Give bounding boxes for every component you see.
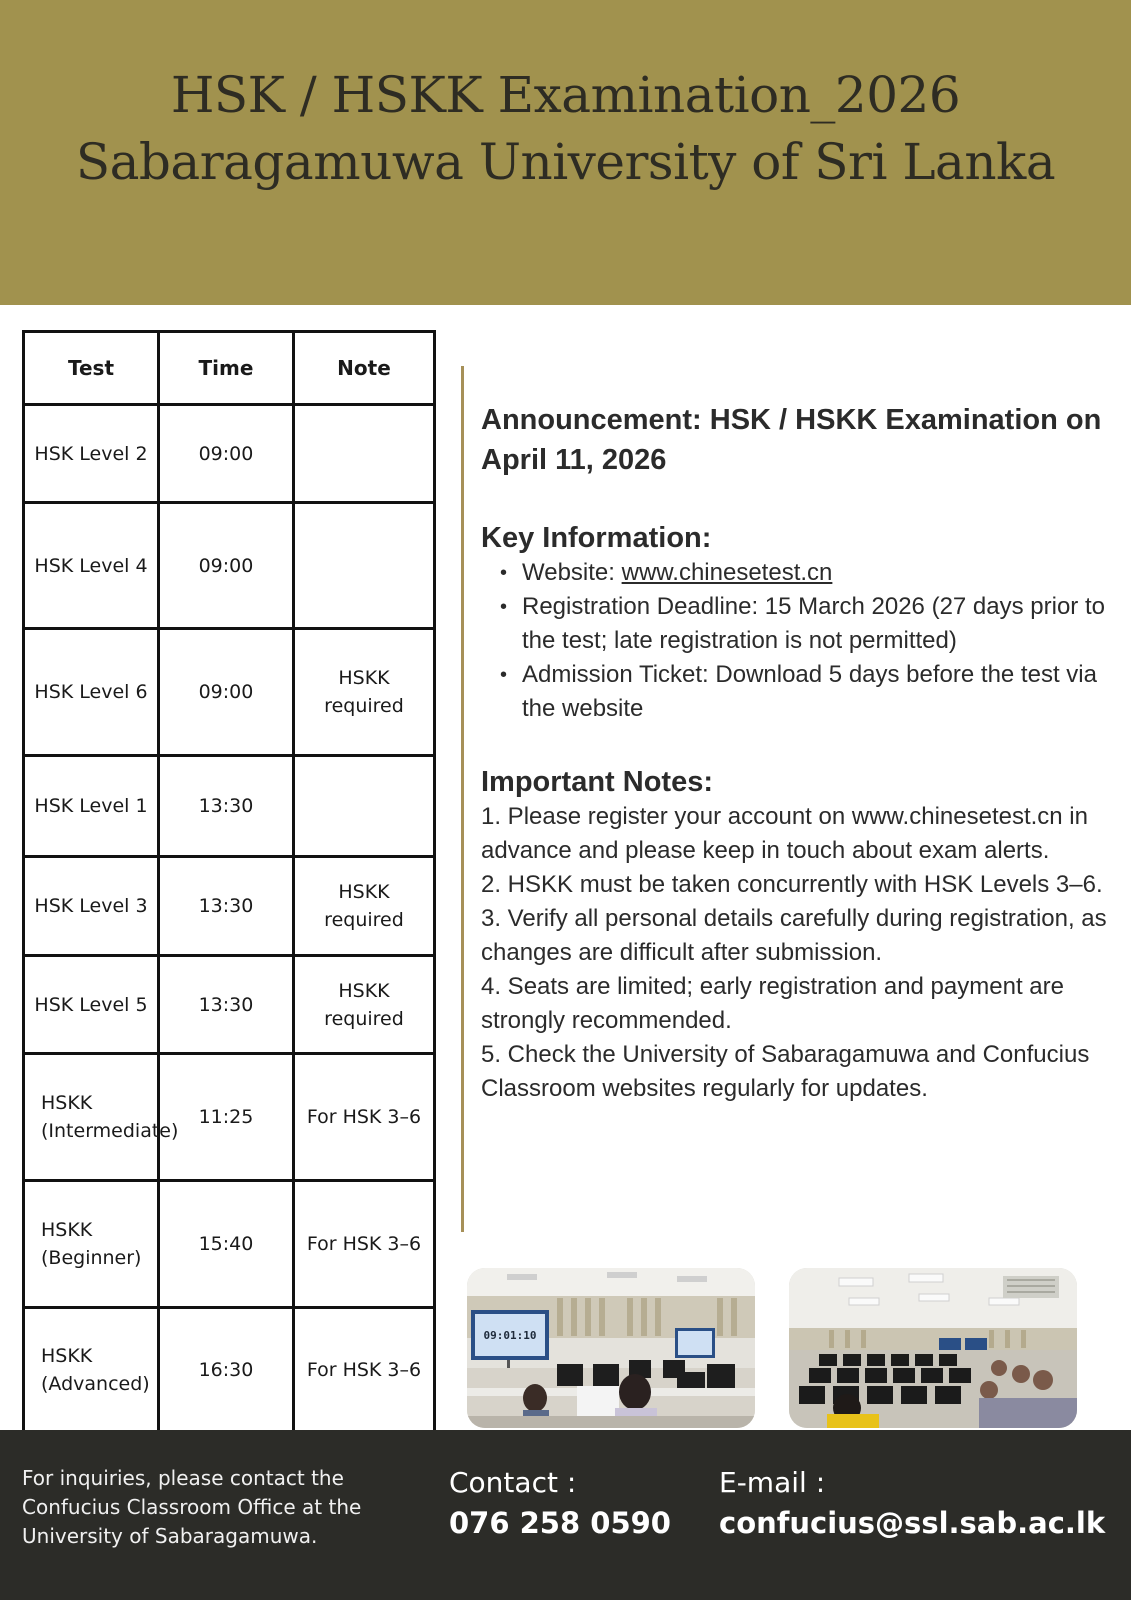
schedule-table xyxy=(22,330,436,1434)
vertical-divider xyxy=(461,366,464,1232)
table-row xyxy=(24,756,435,857)
note-item: 2. HSKK must be taken concurrently with HSK Levels 3–6. xyxy=(481,871,1103,898)
test-cell: HSK Level 2 xyxy=(24,405,159,503)
table-row xyxy=(24,1308,435,1433)
column-header-time: Time xyxy=(158,332,293,405)
table-row xyxy=(24,857,435,956)
table-row xyxy=(24,1054,435,1181)
time-cell: 09:00 xyxy=(158,405,293,503)
time-cell: 09:00 xyxy=(158,629,293,756)
page-title: HSK / HSKK Examination_2026 xyxy=(170,66,961,124)
table-row xyxy=(24,1181,435,1308)
announcement-section xyxy=(481,400,1131,1106)
list-item xyxy=(522,556,1127,590)
time-cell: 09:00 xyxy=(158,503,293,629)
table-row xyxy=(24,405,435,503)
exam-room-photo-1 xyxy=(467,1268,755,1428)
time-cell: 11:25 xyxy=(158,1054,293,1181)
note-cell xyxy=(293,503,434,629)
time-cell: 13:30 xyxy=(158,956,293,1054)
test-cell: HSK Level 6 xyxy=(24,629,159,756)
table-row xyxy=(24,629,435,756)
email-address[interactable]: confucius@ssl.sab.ac.lk xyxy=(719,1506,1106,1540)
announcement-title: Announcement: HSK / HSKK Examination on April 11, 2026 xyxy=(481,404,1102,476)
note-item: 4. Seats are limited; early registration and payment are strongly recommended. xyxy=(481,973,1064,1034)
header-banner xyxy=(0,0,1131,305)
inquiry-text: For inquiries, please contact the Confucius Classroom Office at the University of Sabaragamuwa. xyxy=(22,1466,362,1548)
page-subtitle: Sabaragamuwa University of Sri Lanka xyxy=(75,133,1056,191)
test-cell: HSKK (Beginner) xyxy=(24,1181,159,1308)
note-cell: For HSK 3–6 xyxy=(293,1308,434,1433)
note-cell xyxy=(293,405,434,503)
note-cell: For HSK 3–6 xyxy=(293,1181,434,1308)
website-label: Website: xyxy=(522,559,622,586)
website-link[interactable]: www.chinesetest.cn xyxy=(621,559,833,586)
contact-phone[interactable]: 076 258 0590 xyxy=(449,1506,671,1540)
note-cell: HSKK required xyxy=(293,857,434,956)
note-item: 3. Verify all personal details carefully during registration, as changes are difficult after submission. xyxy=(481,905,1107,966)
time-cell: 13:30 xyxy=(158,756,293,857)
list-item: • Registration Deadline: 15 March 2026 (27 days prior to the test; late registration is not permitted) xyxy=(522,590,1127,658)
email-label: E-mail : xyxy=(719,1466,826,1499)
test-cell: HSK Level 3 xyxy=(24,857,159,956)
table-header-row xyxy=(24,332,435,405)
screen-timer: 09:01:10 xyxy=(483,1329,537,1342)
key-information-list xyxy=(481,556,1131,726)
note-cell: HSKK required xyxy=(293,956,434,1054)
key-information-heading: Key Information: xyxy=(481,522,712,554)
test-cell: HSK Level 5 xyxy=(24,956,159,1054)
table-row xyxy=(24,956,435,1054)
time-cell: 15:40 xyxy=(158,1181,293,1308)
time-cell: 16:30 xyxy=(158,1308,293,1433)
note-item: 1. Please register your account on www.chinesetest.cn in advance and please keep in touch about exam alerts. xyxy=(481,803,1088,864)
test-cell: HSKK (Intermediate) xyxy=(24,1054,159,1181)
test-cell: HSKK (Advanced) xyxy=(24,1308,159,1433)
test-cell: HSK Level 1 xyxy=(24,756,159,857)
contact-label: Contact : xyxy=(449,1466,577,1499)
table-row xyxy=(24,503,435,629)
exam-room-photo-2 xyxy=(789,1268,1077,1428)
note-item: 5. Check the University of Sabaragamuwa and Confucius Classroom websites regularly for updates. xyxy=(481,1041,1090,1102)
important-notes-list xyxy=(481,800,1129,1106)
note-cell: For HSK 3–6 xyxy=(293,1054,434,1181)
note-cell xyxy=(293,756,434,857)
time-cell: 13:30 xyxy=(158,857,293,956)
column-header-note: Note xyxy=(293,332,434,405)
list-item: • Admission Ticket: Download 5 days before the test via the website xyxy=(522,658,1127,726)
test-cell: HSK Level 4 xyxy=(24,503,159,629)
important-notes-heading: Important Notes: xyxy=(481,766,713,798)
footer xyxy=(0,1430,1131,1600)
note-cell: HSKK required xyxy=(293,629,434,756)
column-header-test: Test xyxy=(24,332,159,405)
